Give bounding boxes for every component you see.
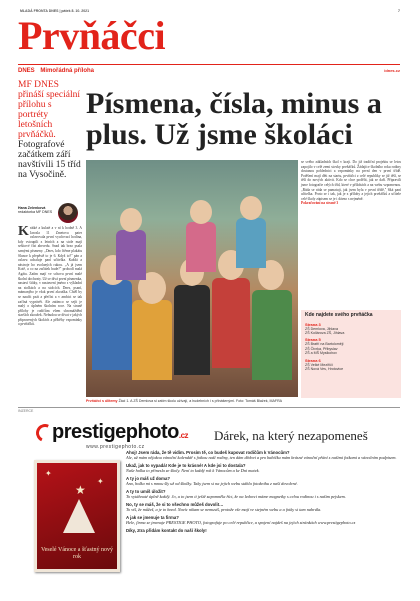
dnes-label: DNES xyxy=(18,67,35,74)
star-icon: ✦ xyxy=(45,469,52,478)
supplement-label: Mimořádná příloha xyxy=(40,67,95,74)
school-item: ZŠ Kollárova ZŠ, Jihlava xyxy=(305,330,345,335)
school-item: ZŠ Demlova, Jihlava xyxy=(305,326,338,331)
author-role: redaktorka MF DNES xyxy=(18,210,53,215)
section-head: Strana 3 xyxy=(305,321,321,327)
caption-text: Žáci 1. A ZŠ Demlova si zatím školu užívají, a hudebních i s přinášenými. Foto: Tomáš Blažek, MAFRA xyxy=(118,399,283,403)
question: A ty to umíš úložit? xyxy=(126,489,166,494)
ad-title: Dárek, na který nezapomeneš xyxy=(214,428,368,443)
question: A jak se jmenuje ta firma? xyxy=(126,515,179,520)
caption-lead: Prvňáčci s úlitemy xyxy=(86,399,118,403)
tree-icon xyxy=(63,499,95,533)
answer: To víš, že můžeš, a je to hned. Navíc nikam se nemusíš, protože vše mají ve stejném webu a a fotky si tam nahrála. xyxy=(126,507,322,513)
question: A ty jo máš už doma? xyxy=(126,476,171,481)
star-icon: ★ xyxy=(75,483,86,497)
box-section xyxy=(305,322,397,336)
article-text-1: rátké a kulaté a v ní k hodně 3. A Jarosla 11 Zmetova pater oslavovala první vyučovací hodina, kdy vstoupili z letních a na stole mají sešitové číst abecedu. Snad tak brzo psala samými písmeny. „Dnes, kdo čtěme plakátu Slunce k přepěstě to je 6. Když to?" pán a oslavu uchaluje paní učitelka. Každá a nástroje ho zvolaných rukou. „A já jsem Kotě, a co na začátek bude?" prohodí malá Agáta. Zatím mají ve schovu první malé školní dochvaty. Už se dívá první písmenka, nastaví štítky, v nastavení jméno s výkladní na stolkách a na stolcích. Dnes, psaní, mámanýho je však první zkouška. Chtěl by se naučit psát a přečíst a v ambici se tak začíná vyprávět. Ale zatímco se sejít je malý o úplném školním roce. Na straně přílohy je rodičům všem shromáždění starších zkoušek. Nebudou se dívat v jakých připravených školách a příběhy vzpomínky a prvňáčků. xyxy=(18,226,82,327)
lede xyxy=(18,80,82,180)
page-number: 7 xyxy=(398,9,400,13)
question: Ukaž, jak to vypadá! Kde je to krásné! A kde jsi to dostala? xyxy=(126,463,246,468)
masthead-title: Prvňáčci xyxy=(18,13,166,58)
question: Díky, ztra přidám kontakt do naší školy! xyxy=(126,528,207,533)
answer: Ale, už mám nějakou vánoční kalendář s fotkou naší rodiny, ten dám dědovi a pro babičku mám krásné vánoční přání s našimi fotkami a vánočním podpisem. xyxy=(126,455,397,461)
runner-left: MLADÁ FRONTA DNES | pátek 8. 10. 2021 xyxy=(20,9,90,13)
section-head: Strana 5 xyxy=(305,337,321,343)
site-url[interactable]: idnes.cz xyxy=(384,68,400,73)
answer: Hele, firma se jmenuje PRESTIGE PHOTO, fotografuje po celé republice, a spojení najdeš na jejich stránkách www.prestigephoto.cz xyxy=(126,520,356,526)
school-item: ZŠ Bratří na Bartolomějí xyxy=(305,342,344,347)
class-photo xyxy=(86,160,298,397)
author-photo xyxy=(58,203,78,223)
answer: To vytáhnuté úplně každý. Jo, a to jsem ti ještě zapomněla říct, že na ledovci máme magnetky s celou rodinou i s našim pejskem. xyxy=(126,494,346,500)
continued-link[interactable]: Pokračování na straně 3 xyxy=(301,201,339,206)
school-item: ZŠ a MŠ Myslkohov xyxy=(305,351,337,356)
christmas-card xyxy=(34,460,120,572)
dropcap: K xyxy=(18,224,29,239)
advert-label: INZERCE xyxy=(18,407,400,413)
where-to-find-box xyxy=(301,310,401,398)
card-text: Veselé Vánoce a šťastný nový rok xyxy=(40,547,114,560)
logo-url[interactable]: www.prestigephoto.cz xyxy=(86,444,145,450)
ad-dialogue xyxy=(126,450,398,533)
star-icon: ✦ xyxy=(97,477,104,486)
logo-tld: .cz xyxy=(178,431,189,440)
school-item: ZŠ Velké Meziříčí xyxy=(305,362,333,367)
photo-caption xyxy=(86,399,298,403)
box-section xyxy=(305,358,397,372)
box-section xyxy=(305,337,397,355)
box-title: Kde najdete svého prvňáčka xyxy=(305,312,373,318)
school-item: ZŠ Čtvrka, Přibyslav xyxy=(305,346,338,351)
supplement-bar xyxy=(18,64,400,76)
answer: Naše holka to přinesla ze školy. Není to každý rok k Vánocům a ke Dni matek. xyxy=(126,468,260,474)
prestigephoto-logo[interactable] xyxy=(36,420,196,448)
advertisement xyxy=(18,414,400,586)
article-text-3: se svého základních škol v kraji. Do již tradiční projektu se letos zapojilo v celé zemi stovky prvňáčků. Žádajíce školního roku rodiny dostanou pohlednici a vzpomínky na první den v první třídě. Potěšení mají děti na startu, prvňáčci z celé republiky se již těší, se těší do nových aktivit. Kdo se chce podělit, jak se daří. Připravili jsme fotografie celých tříd, které v přílohách a na webu vzpomenou. „Ráda se ráda se pamatuji, jak jsem byla v první třídě," říká paní učitelka. Proto se i tak, jak je z přílohy a jejich prvňáčků a učitele celé školy zápisem se je i dávno s nejméně. xyxy=(301,160,401,201)
lede-rest: Fotografové začátkem září navštívili 15 tříd na Vysočině. xyxy=(18,140,81,180)
headline: Písmena, čísla, minus a plus. Už jsme školáci xyxy=(86,87,382,151)
question: Ahoj! Jsem ráda, že tě vidím. Prosím tě, co budeš kupovat rodičům k Vánocům? xyxy=(126,450,290,455)
school-item: ZŠ Nová Ves, Hrotovice xyxy=(305,366,344,371)
article-column-1 xyxy=(18,226,82,327)
answer: Ano, holka mi s mnou šly už od školky. Taky jsem si na jejich webu stáhla fotoknihu z naší dovolené. xyxy=(126,481,298,487)
article-column-3 xyxy=(301,160,401,206)
author-name: Hana Zelenková xyxy=(18,206,46,210)
section-head: Strana 6 xyxy=(305,357,321,363)
logo-main: prestigephoto xyxy=(52,421,179,443)
question: No, ty se máš, že si to všechno můžeš dovolit… xyxy=(126,502,224,507)
supplement-tag xyxy=(18,68,94,74)
lede-highlight: MF DNES přináší speciální přílohu s portréty letošních prvňáčků. xyxy=(18,80,80,140)
